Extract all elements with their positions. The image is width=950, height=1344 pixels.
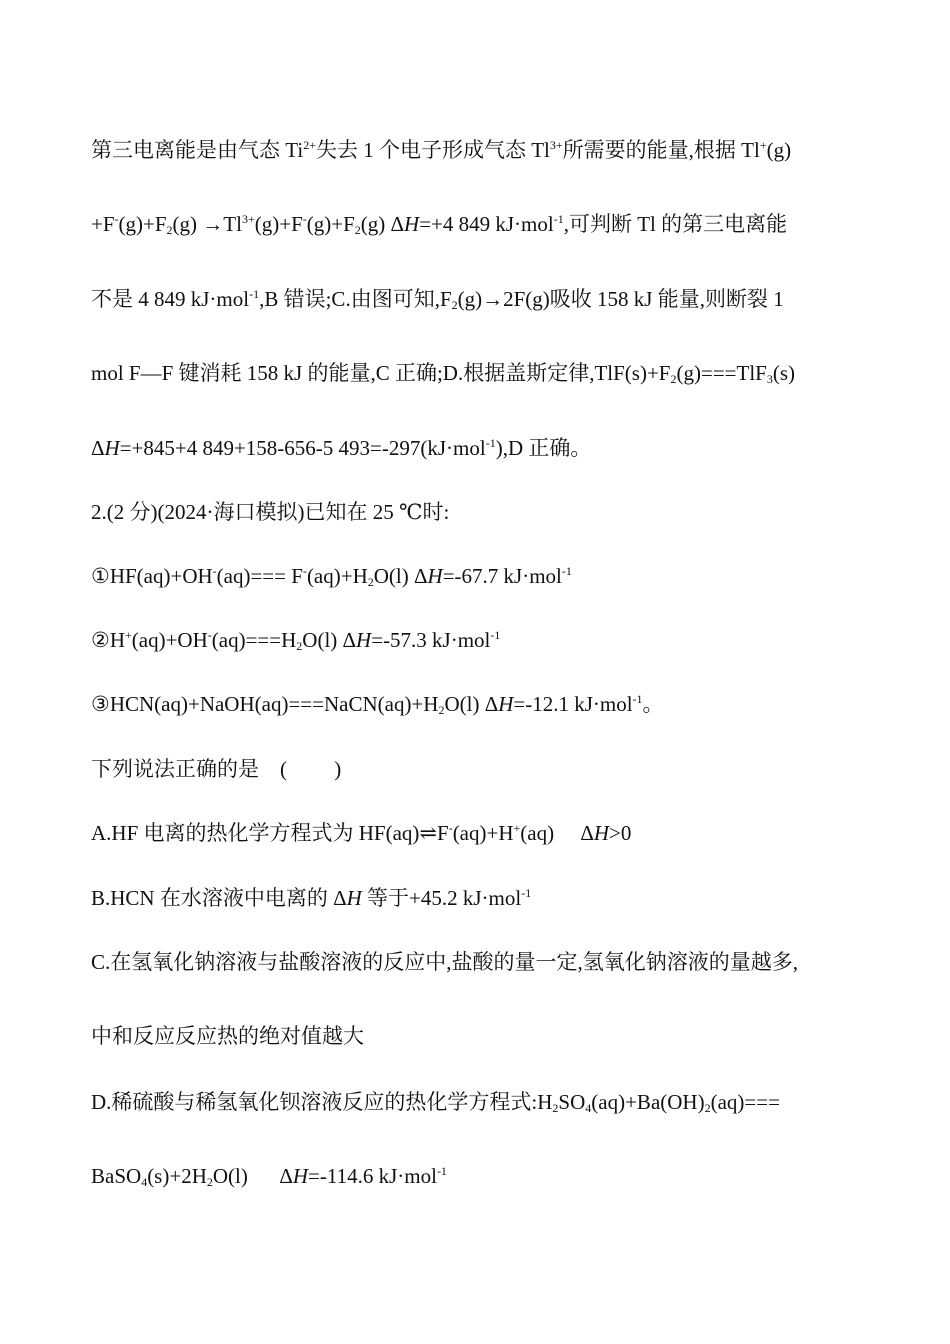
question-prompt: 下列说法正确的是 ( )	[91, 757, 342, 781]
option-c-line-1: C.在氢氧化钠溶液与盐酸溶液的反应中,盐酸的量一定,氢氧化钠溶液的量越多,	[91, 950, 799, 974]
solution-line-4: mol F—F 键消耗 158 kJ 的能量,C 正确;D.根据盖斯定律$,TlF(s)+F_2(g)===TlF_3(s)$	[91, 361, 796, 386]
option-d-line-2: $BaSO_4(s)+2H_2O(l)$ ΔH=-114.6 kJ·mol$^{-1}$	[91, 1164, 447, 1189]
solution-line-2: $+F^-(g)+F_2(g) \to Tl^{3+}(g)+F^-(g)+F_2(g)$ ΔH=+4 849 kJ·mol$^{-1}$,可判断 Tl 的第三电离能	[91, 212, 788, 237]
option-a: A.HF 电离的热化学方程式为 HF(aq)⇌F-(aq)+H+(aq) ΔH>0	[91, 821, 632, 845]
equation-2: $②H^+(aq)+OH^-(aq)===H_2O(l)$ ΔH=-57.3 kJ·mol$^{-1}$	[91, 628, 501, 653]
question-heading: 2.(2 分)(2024·海口模拟)已知在 25 ℃时:	[91, 500, 450, 524]
solution-line-5: ΔH=+845+4 849+158-656-5 493=-297(kJ·mol$^{-1}$),D 正确。	[91, 436, 592, 460]
option-d-line-1: D.稀硫酸与稀氢氧化钡溶液反应的热化学方程式$:H_2SO_4(aq)+Ba(OH)_2(aq)===$	[91, 1090, 780, 1115]
equation-3: $③HCN(aq)+NaOH(aq)===NaCN(aq)+H_2O(l)$ ΔH=-12.1 kJ·mol$^{-1}$。	[91, 692, 664, 717]
option-b: B.HCN 在水溶液中电离的 ΔH 等于+45.2 kJ·mol$^{-1}$	[91, 886, 532, 910]
solution-line-1: 第三电离能是由气态 $Ti^{2+}$失去 1 个电子形成气态 $Tl^{3+}$所需要的能量,根据 Tl+(g)	[91, 138, 792, 162]
solution-line-3: 不是 4 849 kJ·mol$^{-1}$,B 错误;C.由图可知$,F_2(g)\to 2F(g)$吸收 158 kJ 能量,则断裂 1	[91, 287, 784, 312]
option-c-line-2: 中和反应反应热的绝对值越大	[91, 1024, 364, 1048]
equation-1: ①HF(aq)+OH-(aq)=== $F^-(aq)+H_2O(l)$ ΔH=-67.7 kJ·mol$^{-1}$	[91, 564, 572, 589]
